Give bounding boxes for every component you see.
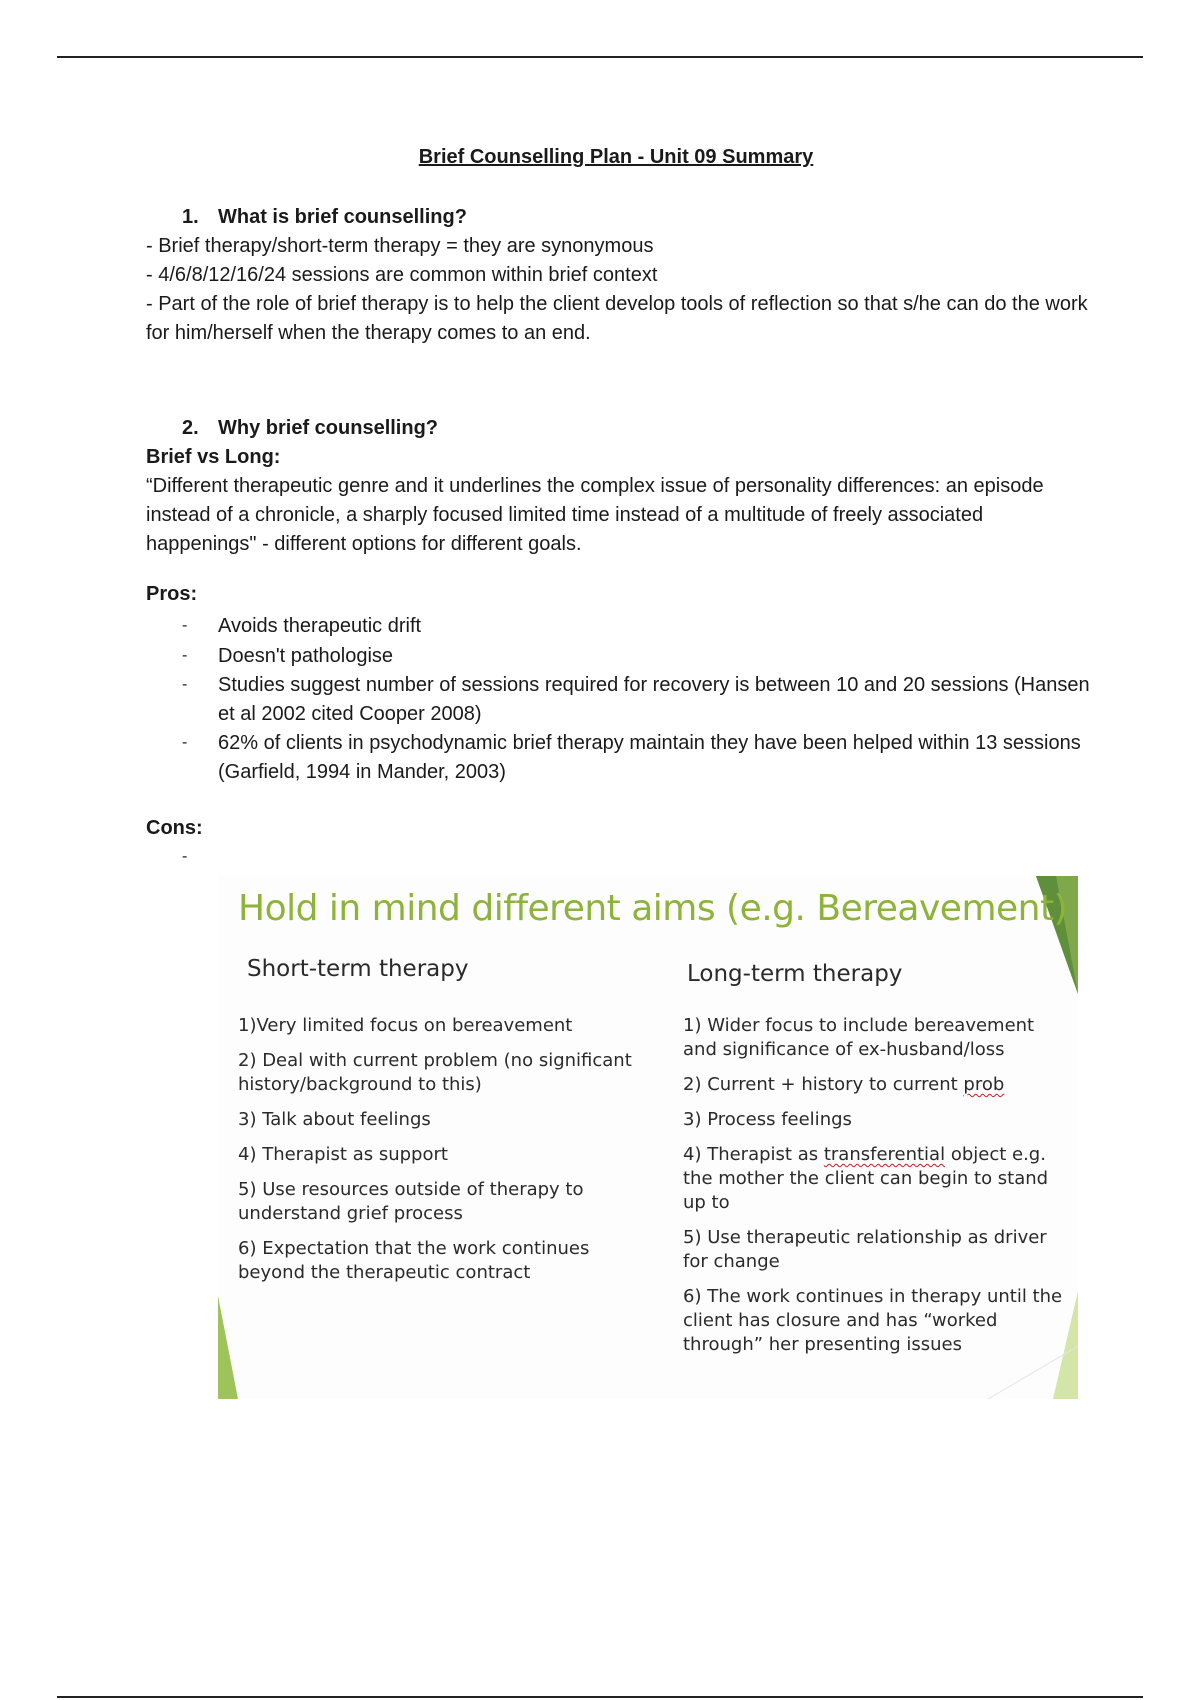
spellcheck-word: transferential <box>823 1144 946 1165</box>
list-item: 5) Use therapeutic relationship as driver for change <box>683 1227 1047 1272</box>
list-item: 1) Wider focus to include bereavement and significance of ex-husband/loss <box>683 1015 1035 1060</box>
section-heading-text: Why brief counselling? <box>218 417 439 439</box>
paragraph-line: - Brief therapy/short-term therapy = they are synonymous <box>146 235 654 257</box>
list-item-text: 2) Current + history to current <box>683 1074 964 1095</box>
embedded-slide-image <box>218 876 1078 1399</box>
section-what-is <box>146 203 1092 348</box>
list-item-text: Studies suggest number of sessions required for recovery is between 10 and 20 sessions (Hansen et al 2002 cited Cooper 2008) <box>218 674 1090 725</box>
list-item <box>683 1143 1063 1215</box>
paragraph-line: - 4/6/8/12/16/24 sessions are common within brief context <box>146 264 658 286</box>
list-item-text: object e.g. the mother the client can begin to stand up to <box>683 1144 1049 1213</box>
spellcheck-word: prob <box>963 1074 1005 1095</box>
subheading: Brief vs Long: <box>146 446 281 468</box>
list-item: 6) The work continues in therapy until the client has closure and has “worked through” her presenting issues <box>683 1286 1063 1355</box>
page-title: Brief Counselling Plan - Unit 09 Summary <box>418 146 814 168</box>
section-heading <box>146 203 1092 232</box>
list-item: 4) Therapist as support <box>238 1144 448 1165</box>
pros-label: Pros: <box>146 583 198 605</box>
bullet: - <box>182 676 188 693</box>
long-term-list <box>683 1014 1063 1368</box>
section-heading <box>146 414 1092 443</box>
bullet: - <box>182 848 188 865</box>
short-term-heading: Short-term therapy <box>247 956 469 982</box>
paragraph-line: - Part of the role of brief therapy is to help the client develop tools of reflection so that s/he can do the work for him/herself when the therapy comes to an end. <box>146 293 1088 344</box>
quote-paragraph: “Different therapeutic genre and it underlines the complex issue of personality differences: an episode instead of a chronicle, a sharply focused limited time instead of a multitude of freely associated happenings" - different options for different goals. <box>146 475 1044 555</box>
list-item <box>146 642 1092 671</box>
short-term-list <box>238 1014 648 1296</box>
list-item-text: Avoids therapeutic drift <box>218 615 422 637</box>
cons-label: Cons: <box>146 817 203 839</box>
section-why <box>146 414 1092 559</box>
pros-list <box>146 612 1092 787</box>
corner-triangle-bottom-left <box>218 1296 238 1399</box>
list-item <box>146 729 1092 786</box>
section-number: 1. <box>182 206 199 228</box>
list-item: 3) Process feelings <box>683 1109 852 1130</box>
slide-title: Hold in mind different aims (e.g. Bereavement) <box>238 888 1068 929</box>
list-item: 2) Deal with current problem (no significant history/background to this) <box>238 1050 632 1095</box>
list-item: 3) Talk about feelings <box>238 1109 431 1130</box>
list-item-text: Doesn't pathologise <box>218 644 394 667</box>
bullet: - <box>182 734 188 751</box>
list-item <box>146 671 1092 728</box>
section-number: 2. <box>182 417 199 439</box>
bottom-rule <box>57 1696 1143 1698</box>
list-item-text: 62% of clients in psychodynamic brief therapy maintain they have been helped within 13 sessions (Garfield, 1994 in Mander, 2003) <box>218 732 1081 783</box>
section-heading-text: What is brief counselling? <box>218 206 467 228</box>
list-item-text: 4) Therapist as <box>683 1144 824 1165</box>
bullet: - <box>182 646 188 664</box>
long-term-heading: Long-term therapy <box>687 961 903 987</box>
list-item: 5) Use resources outside of therapy to understand grief process <box>238 1179 584 1224</box>
list-item <box>146 612 1092 641</box>
list-item: 6) Expectation that the work continues beyond the therapeutic contract <box>238 1238 590 1283</box>
top-rule <box>57 56 1143 58</box>
list-item <box>683 1073 1063 1097</box>
bullet: - <box>182 617 188 634</box>
list-item: 1)Very limited focus on bereavement <box>238 1015 573 1036</box>
